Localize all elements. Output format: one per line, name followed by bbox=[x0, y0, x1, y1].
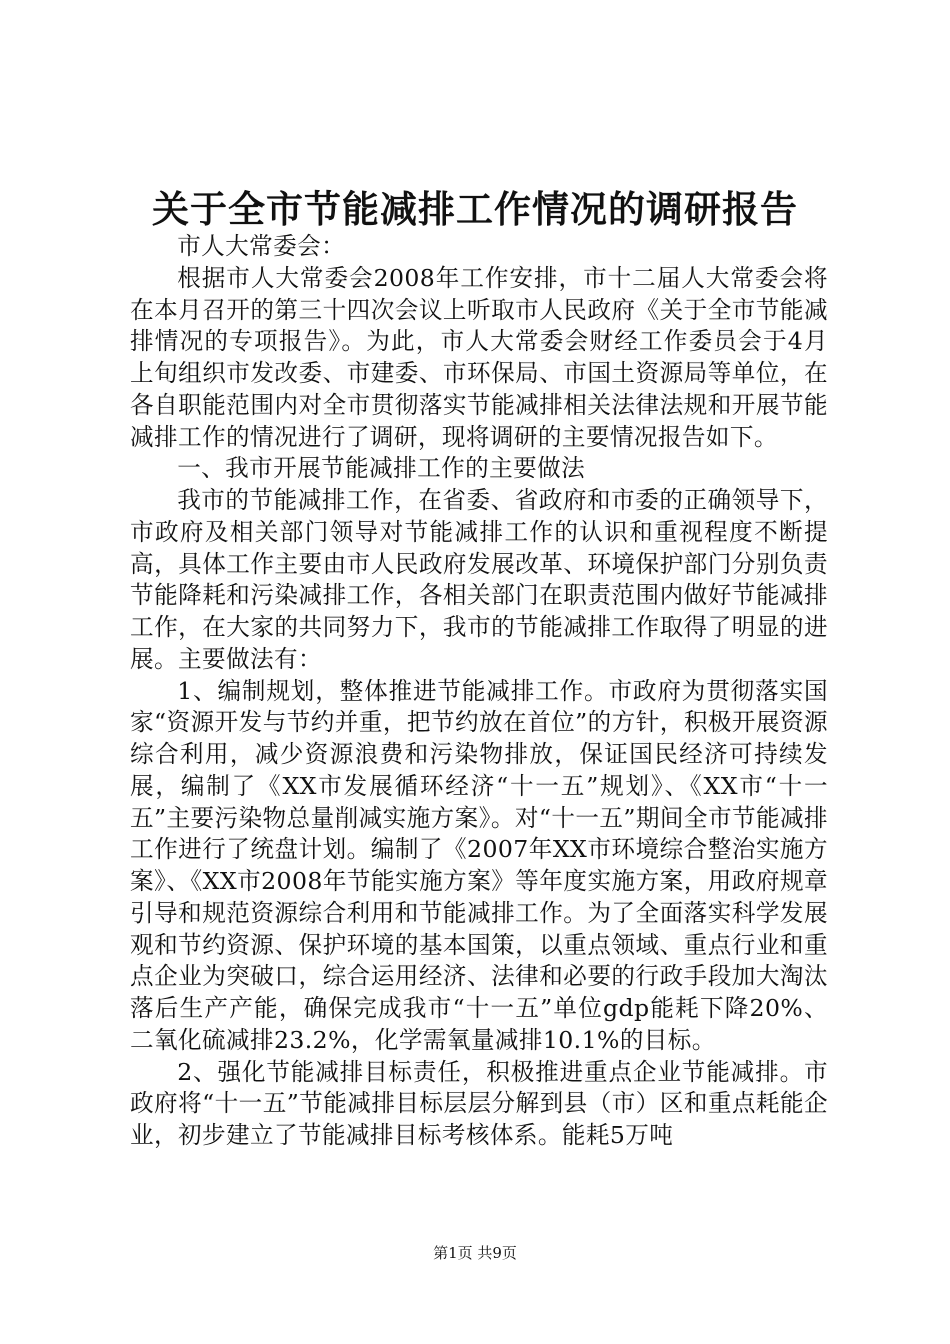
paragraph-item-1: 1、编制规划，整体推进节能减排工作。市政府为贯彻落实国家“资源开发与节约并重，把节约放在首位”的方针，积极开展资源综合利用，减少资源浪费和污染物排放，保证国民经济可持续发展，编制了《XX市发展循环经济“十一五”规划》、《XX市“十一五”主要污染物总量削减实施方案》。对“十一五”期间全市节能减排工作进行了统盘计划。编制了《2007年XX市环境综合整治实施方案》、《XX市2008年节能实施方案》等年度实施方案，用政府规章引导和规范资源综合利用和节能减排工作。为了全面落实科学发展观和节约资源、保护环境的基本国策，以重点领域、重点行业和重点企业为突破口，综合运用经济、法律和必要的行政手段加大淘汰落后生产产能，确保完成我市“十一五”单位gdp能耗下降20%、二氧化硫减排23.2%，化学需氧量减排10.1%的目标。 bbox=[130, 676, 828, 1054]
salutation: 市人大常委会： bbox=[177, 232, 346, 260]
page-footer: 第1页 共9页 bbox=[433, 1244, 517, 1262]
section-heading-1: 一、我市开展节能减排工作的主要做法 bbox=[177, 454, 586, 483]
paragraph-item-2: 2、强化节能减排目标责任，积极推进重点企业节能减排。市政府将“十一五”节能减排目标层层分解到县（市）区和重点耗能企业，初步建立了节能减排目标考核体系。能耗5万吨 bbox=[130, 1057, 828, 1149]
paragraph-overview: 我市的节能减排工作，在省委、省政府和市委的正确领导下，市政府及相关部门领导对节能减排工作的认识和重视程度不断提高，具体工作主要由市人民政府发展改革、环境保护部门分别负责节能降耗和污染减排工作，各相关部门在职责范围内做好节能减排工作，在大家的共同努力下，我市的节能减排工作取得了明显的进展。主要做法有： bbox=[130, 486, 828, 673]
paragraph-intro: 根据市人大常委会2008年工作安排，市十二届人大常委会将在本月召开的第三十四次会议上听取市人民政府《关于全市节能减排情况的专项报告》。为此，市人大常委会财经工作委员会于4月上旬组织市发改委、市建委、市环保局、市国土资源局等单位，在各自职能范围内对全市贯彻落实节能减排相关法律法规和开展节能减排工作的情况进行了调研，现将调研的主要情况报告如下。 bbox=[130, 263, 828, 451]
document-body bbox=[130, 231, 828, 1152]
document-title: 关于全市节能减排工作情况的调研报告 bbox=[152, 187, 798, 231]
